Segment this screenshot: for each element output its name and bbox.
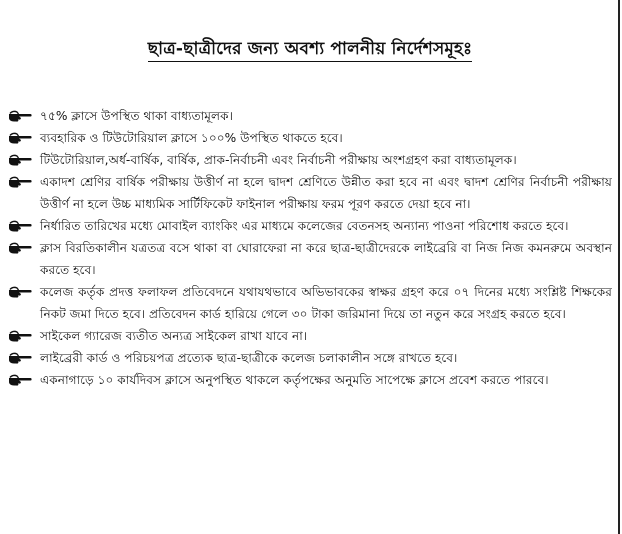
title-container — [0, 38, 620, 62]
pointing-hand-icon — [8, 174, 32, 190]
rule-item — [8, 281, 612, 325]
rule-item — [8, 347, 612, 369]
rule-text: লাইব্রেরী কার্ড ও পরিচয়পত্র প্রত্যেক ছাত্র-ছাত্রীকে কলেজ চলাকালীন সঙ্গে রাখতে হবে। — [40, 351, 458, 365]
pointing-hand-icon — [8, 218, 32, 234]
pointing-hand-icon — [8, 240, 32, 256]
rule-item — [8, 237, 612, 281]
rule-item — [8, 369, 612, 391]
rule-item — [8, 171, 612, 215]
rule-item — [8, 149, 612, 171]
rule-item — [8, 127, 612, 149]
pointing-hand-icon — [8, 372, 32, 388]
rule-text: ক্লাস বিরতিকালীন যত্রতত্র বসে থাকা বা ঘোরাফেরা না করে ছাত্র-ছাত্রীদেরকে লাইব্রেরি বা নিজ নিজ কমনরুমে অবস্থান করতে হবে। — [40, 241, 612, 277]
pointing-hand-icon — [8, 284, 32, 300]
rule-item — [8, 105, 612, 127]
rule-text: একাদশ শ্রেণির বার্ষিক পরীক্ষায় উত্তীর্ণ না হলে দ্বাদশ শ্রেণিতে উন্নীত করা হবে না এবং দ্বাদশ শ্রেণির নির্বাচনী পরীক্ষায় উত্তীর্ণ না হলে উচ্চ মাধ্যমিক সার্টিফিকেট ফাইনাল পরীক্ষায় ফরম পূরণ করতে দেয়া হবে না। — [40, 175, 612, 211]
rule-text: ৭৫% ক্লাসে উপস্থিত থাকা বাধ্যতামূলক। — [40, 109, 233, 123]
rule-item — [8, 215, 612, 237]
rule-text: ব্যবহারিক ও টিউটোরিয়াল ক্লাসে ১০০% উপস্থিত থাকতে হবে। — [40, 131, 343, 145]
rules-list — [8, 105, 612, 391]
pointing-hand-icon — [8, 130, 32, 146]
pointing-hand-icon — [8, 328, 32, 344]
pointing-hand-icon — [8, 350, 32, 366]
pointing-hand-icon — [8, 152, 32, 168]
rule-text: সাইকেল গ্যারেজ ব্যতীত অন্যত্র সাইকেল রাখা যাবে না। — [40, 329, 308, 343]
pointing-hand-icon — [8, 108, 32, 124]
rule-text: একনাগাড়ে ১০ কার্যদিবস ক্লাসে অনুপস্থিত থাকলে কর্তৃপক্ষের অনুমতি সাপেক্ষে ক্লাসে প্রবেশ করতে পারবে। — [40, 373, 549, 387]
rule-text: নির্ধারিত তারিখের মধ্যে মোবাইল ব্যাংকিং এর মাধ্যমে কলেজের বেতনসহ অন্যান্য পাওনা পরিশোধ করতে হবে। — [40, 219, 569, 233]
rule-text: টিউটোরিয়াল,অর্ধ-বার্ষিক, বার্ষিক, প্রাক-নির্বাচনী এবং নির্বাচনী পরীক্ষায় অংশগ্রহণ করা বাধ্যতামূলক। — [40, 153, 517, 167]
rule-item — [8, 325, 612, 347]
rule-text: কলেজ কর্তৃক প্রদত্ত ফলাফল প্রতিবেদনে যথাযথভাবে অভিভাবকের স্বাক্ষর গ্রহণ করে ০৭ দিনের মধ্যে সংশ্লিষ্ট শিক্ষকের নিকট জমা দিতে হবে। প্রতিবেদন কার্ড হারিয়ে গেলে ৩০ টাকা জরিমানা দিয়ে তা নতুন করে সংগ্রহ করতে হবে। — [40, 285, 612, 321]
page-title: ছাত্র-ছাত্রীদের জন্য অবশ্য পালনীয় নির্দেশসমূহঃ — [148, 38, 472, 62]
